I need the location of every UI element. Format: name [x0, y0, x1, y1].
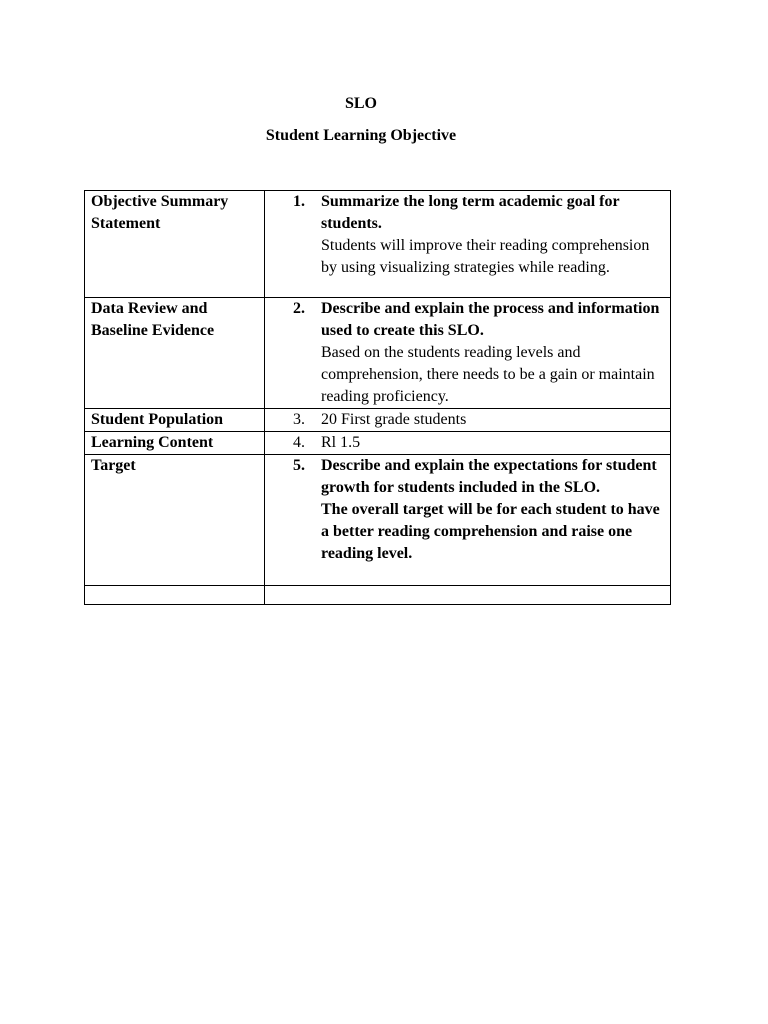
table-row	[85, 586, 671, 605]
item-number: 1.	[293, 193, 305, 210]
row-content-target	[265, 455, 671, 586]
item-number: 2.	[293, 300, 305, 317]
document-title: SLO	[344, 95, 377, 112]
item-prompt: Describe and explain the process and information used to create this SLO.	[321, 300, 660, 339]
item-number: 3.	[293, 411, 305, 428]
table-row	[85, 191, 671, 298]
item-response: Based on the students reading levels and comprehension, there needs to be a gain or maintain reading proficiency.	[321, 344, 655, 405]
empty-cell	[265, 586, 671, 605]
row-label-student-population: Student Population	[85, 409, 265, 432]
item-prompt: Summarize the long term academic goal for students.	[321, 193, 620, 232]
row-content-objective-summary	[265, 191, 671, 298]
row-label-data-review: Data Review and Baseline Evidence	[85, 298, 265, 409]
item-prompt: Describe and explain the expectations for student growth for students included in the SLO.	[321, 457, 657, 496]
row-label-objective-summary: Objective Summary Statement	[85, 191, 265, 298]
item-number: 4.	[293, 434, 305, 451]
row-label-target: Target	[85, 455, 265, 586]
table-row	[85, 455, 671, 586]
item-number: 5.	[293, 457, 305, 474]
table-row	[85, 409, 671, 432]
row-content-data-review	[265, 298, 671, 409]
item-response: 20 First grade students	[321, 411, 467, 428]
row-content-student-population	[265, 409, 671, 432]
table-row	[85, 298, 671, 409]
row-content-learning-content	[265, 432, 671, 455]
document-subtitle: Student Learning Objective	[265, 127, 457, 144]
slo-table	[84, 190, 671, 605]
item-response: Students will improve their reading comprehension by using visualizing strategies while reading.	[321, 237, 650, 276]
item-response: Rl 1.5	[321, 434, 361, 451]
table-row	[85, 432, 671, 455]
empty-cell	[85, 586, 265, 605]
row-label-learning-content: Learning Content	[85, 432, 265, 455]
item-response: The overall target will be for each student to have a better reading comprehension and raise one reading level.	[321, 501, 660, 562]
